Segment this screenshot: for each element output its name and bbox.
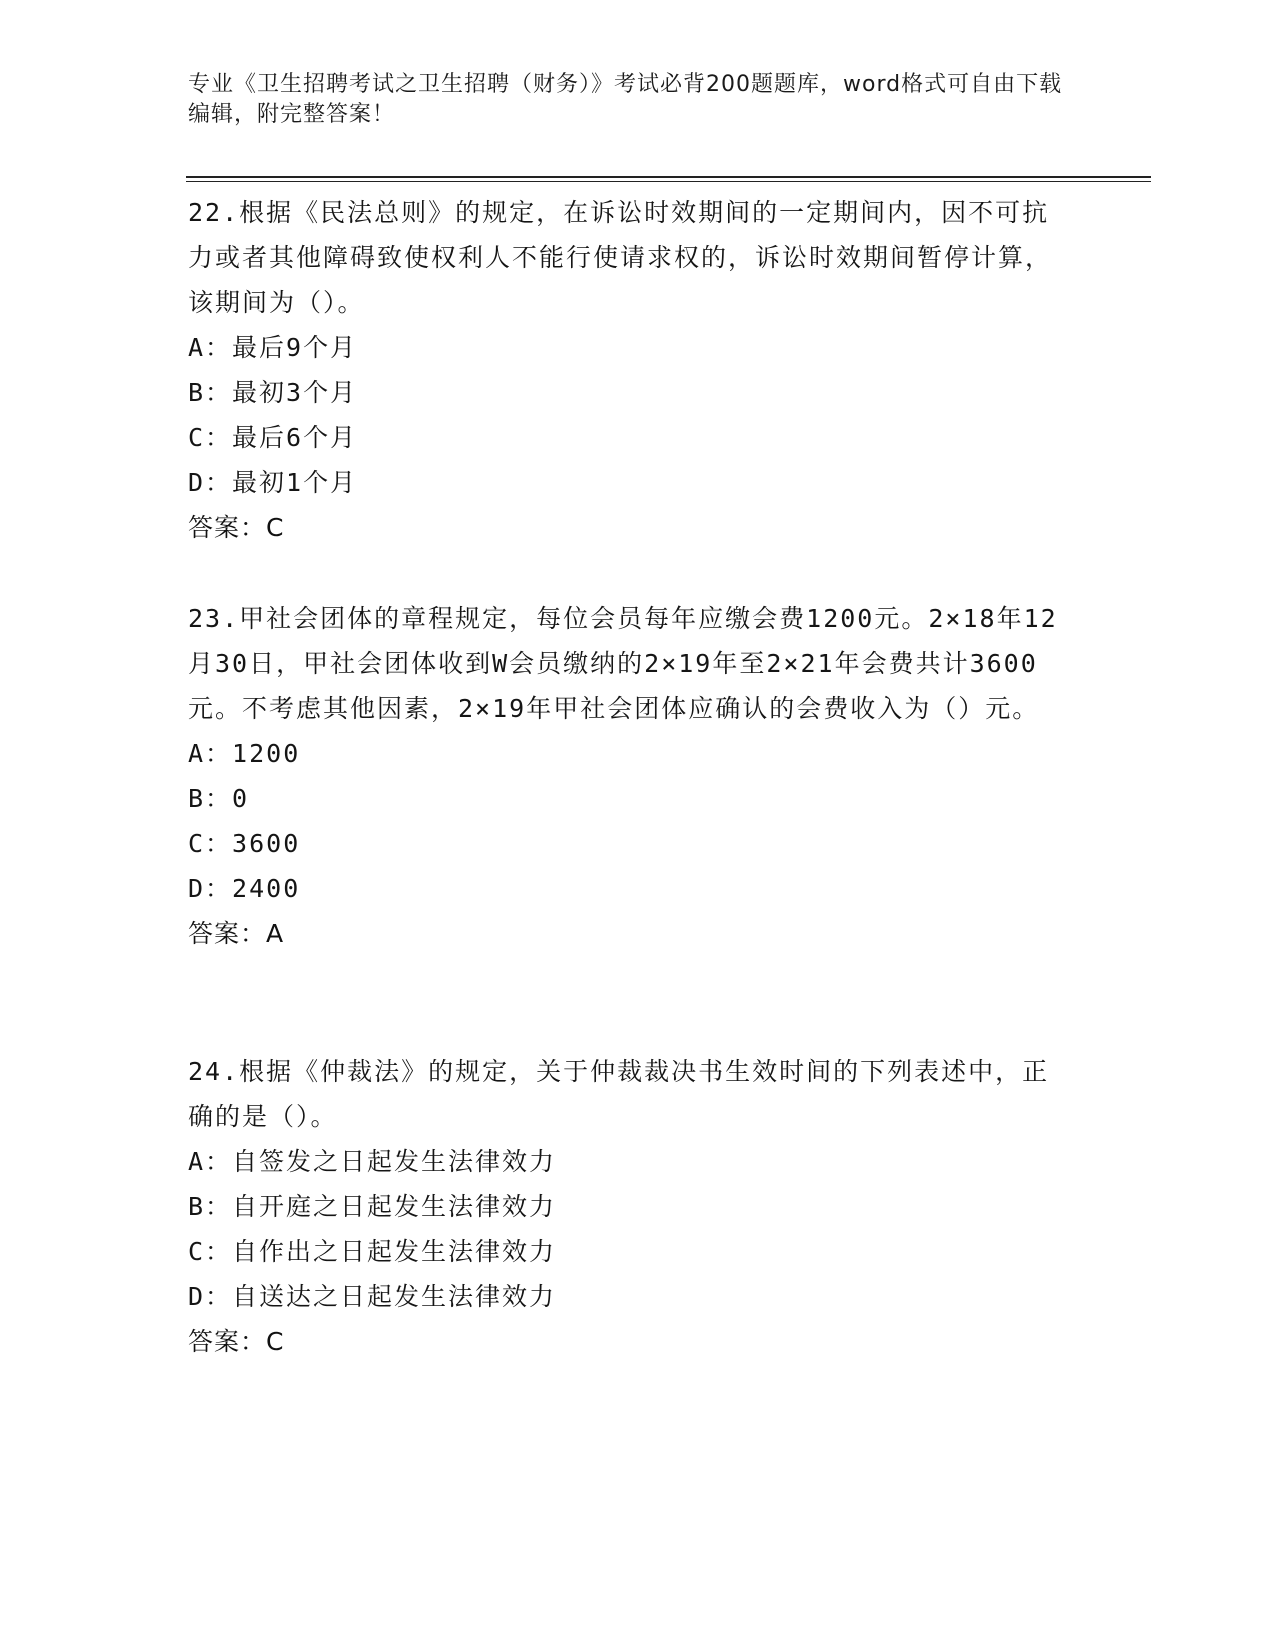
option-d: D：2400 xyxy=(188,874,301,903)
option-d: D：最初1个月 xyxy=(188,468,358,497)
option-b: B：自开庭之日起发生法律效力 xyxy=(188,1192,557,1221)
header-divider-thin xyxy=(186,181,1151,182)
question-block xyxy=(188,1049,1058,1364)
answer-label: 答案：C xyxy=(188,513,285,542)
question-stem: 24.根据《仲裁法》的规定，关于仲裁裁决书生效时间的下列表述中，正确的是（）。 xyxy=(188,1057,1050,1131)
question-stem: 23.甲社会团体的章程规定，每位会员每年应缴会费1200元。2×18年12月30日，甲社会团体收到W会员缴纳的2×19年至2×21年会费共计3600元。不考虑其他因素，2×19年甲社会团体应确认的会费收入为（）元。 xyxy=(188,604,1058,723)
question-block xyxy=(188,596,1058,956)
question-block xyxy=(188,190,1058,550)
answer-label: 答案：C xyxy=(188,1327,285,1356)
question-stem: 22.根据《民法总则》的规定，在诉讼时效期间的一定期间内，因不可抗力或者其他障碍致使权利人不能行使请求权的，诉讼时效期间暂停计算，该期间为（）。 xyxy=(188,198,1053,317)
option-a: A：1200 xyxy=(188,739,301,768)
answer-label: 答案：A xyxy=(188,919,285,948)
option-c: C：自作出之日起发生法律效力 xyxy=(188,1237,557,1266)
option-c: C：3600 xyxy=(188,829,301,858)
header-divider-thick xyxy=(186,176,1151,178)
option-b: B：0 xyxy=(188,784,250,813)
option-b: B：最初3个月 xyxy=(188,378,358,407)
option-d: D：自送达之日起发生法律效力 xyxy=(188,1282,557,1311)
option-a: A：自签发之日起发生法律效力 xyxy=(188,1147,557,1176)
option-a: A：最后9个月 xyxy=(188,333,358,362)
option-c: C：最后6个月 xyxy=(188,423,358,452)
document-header: 专业《卫生招聘考试之卫生招聘（财务）》考试必背200题题库，word格式可自由下载编辑，附完整答案！ xyxy=(188,72,1063,127)
